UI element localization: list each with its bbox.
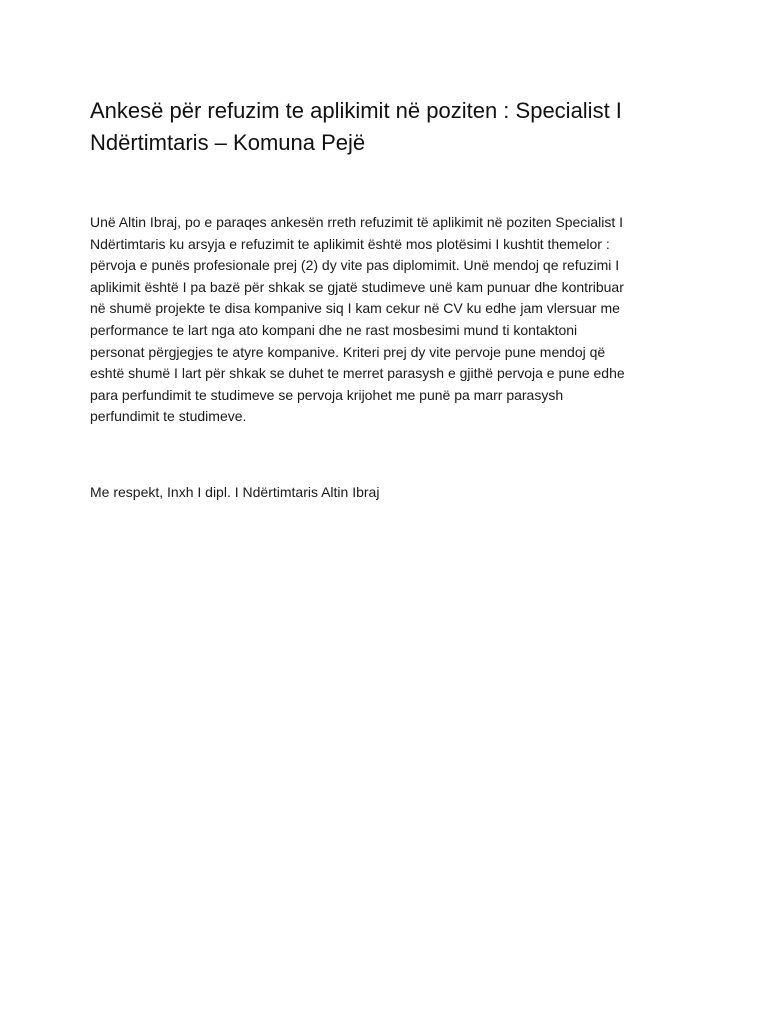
body-line: para perfundimit te studimeve se pervoja krijohet me punë pa marr parasysh — [90, 386, 564, 403]
body-line: Unë Altin Ibraj, po e paraqes ankesën rreth refuzimit të aplikimit në poziten Specialist I — [90, 214, 624, 230]
complaint-body — [90, 212, 688, 428]
body-line: Ndërtimtaris ku arsyja e refuzimit te aplikimit është mos plotësimi I kushtit themelor : — [90, 235, 610, 252]
body-line: eshtë shumë I lart për shkak se duhet te merret parasysh e gjithë pervoja e pune edhe — [90, 365, 625, 382]
body-line: performance te lart nga ato kompani dhe ne rast mosbesimi mund ti kontaktoni — [90, 321, 578, 338]
body-line: personat përgjegjes te atyre kompanive. Kriteri prej dy vite pervoje pune mendoj që — [90, 343, 606, 360]
document-title — [90, 95, 690, 159]
signature-line: Me respekt, Inxh I dipl. I Ndërtimtaris Altin Ibraj — [90, 484, 380, 500]
body-line: në shumë projekte te disa kompanive siq I kam cekur në CV ku edhe jam vlersuar me — [90, 300, 620, 317]
title-line-2: Ndërtimtaris – Komuna Pejë — [90, 130, 366, 155]
title-line-1: Ankesë për refuzim te aplikimit në poziten : Specialist I — [90, 98, 622, 123]
body-line: përvoja e punës profesionale prej (2) dy vite pas diplomimit. Unë mendoj qe refuzimi I — [90, 257, 620, 274]
body-line: aplikimit është I pa bazë për shkak se gjatë studimeve unë kam punuar dhe kontribuar — [90, 278, 624, 295]
body-line: perfundimit te studimeve. — [90, 408, 247, 425]
